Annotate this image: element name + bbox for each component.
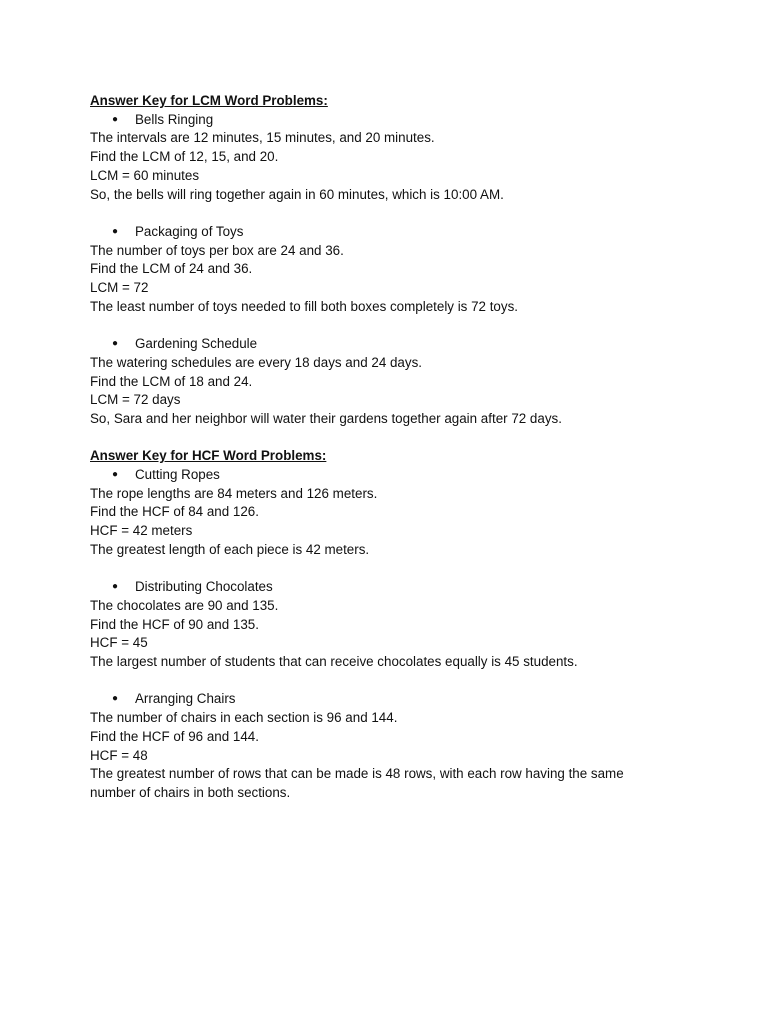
spacer	[90, 316, 690, 335]
text-line: number of chairs in both sections.	[90, 784, 291, 800]
text-line: So, the bells will ring together again in 60 minutes, which is 10:00 AM.	[90, 186, 504, 202]
text-line: Find the HCF of 90 and 135.	[90, 616, 259, 632]
text-line: HCF = 48	[90, 747, 148, 763]
bullet-icon: ●	[112, 581, 119, 593]
problem-title: Gardening Schedule	[135, 336, 258, 352]
bullet-icon: ●	[112, 693, 119, 705]
bullet-icon: ●	[112, 338, 119, 350]
bullet-icon: ●	[112, 113, 119, 125]
problem-title: Packaging of Toys	[135, 223, 244, 239]
problem-distributing-chocolates	[90, 578, 690, 672]
list-item	[90, 335, 690, 354]
spacer	[90, 560, 690, 579]
text-line: The largest number of students that can receive chocolates equally is 45 students.	[90, 654, 578, 670]
text-line: The intervals are 12 minutes, 15 minutes, and 20 minutes.	[90, 130, 435, 146]
text-line: The watering schedules are every 18 days and 24 days.	[90, 354, 422, 370]
text-line: The greatest length of each piece is 42 meters.	[90, 541, 370, 557]
spacer	[90, 204, 690, 223]
list-item	[90, 466, 690, 485]
text-line: The rope lengths are 84 meters and 126 meters.	[90, 485, 378, 501]
text-line: Find the HCF of 84 and 126.	[90, 504, 259, 520]
text-line: LCM = 60 minutes	[90, 167, 200, 183]
hcf-section	[90, 447, 690, 802]
lcm-section	[90, 92, 690, 429]
bullet-icon: ●	[112, 225, 119, 237]
text-line: Find the LCM of 12, 15, and 20.	[90, 149, 279, 165]
section-heading: Answer Key for LCM Word Problems:	[90, 93, 328, 108]
problem-packaging-of-toys	[90, 223, 690, 317]
document-page	[90, 92, 690, 803]
text-line: The chocolates are 90 and 135.	[90, 597, 279, 613]
problem-bells-ringing	[90, 111, 690, 205]
bullet-icon: ●	[112, 469, 119, 481]
problem-arranging-chairs	[90, 690, 690, 802]
problem-cutting-ropes	[90, 466, 690, 560]
spacer	[90, 429, 690, 448]
text-line: The greatest number of rows that can be made is 48 rows, with each row having the same	[90, 766, 624, 782]
problem-title: Distributing Chocolates	[135, 579, 273, 595]
text-line: The number of chairs in each section is 96 and 144.	[90, 710, 398, 726]
problem-gardening-schedule	[90, 335, 690, 429]
text-line: Find the LCM of 24 and 36.	[90, 261, 253, 277]
text-line: Find the HCF of 96 and 144.	[90, 728, 259, 744]
text-line: HCF = 45	[90, 635, 148, 651]
list-item	[90, 223, 690, 242]
text-line: LCM = 72 days	[90, 392, 181, 408]
problem-title: Bells Ringing	[135, 111, 214, 127]
list-item	[90, 578, 690, 597]
problem-title: Cutting Ropes	[135, 467, 220, 483]
text-line: LCM = 72	[90, 280, 149, 296]
text-line: The number of toys per box are 24 and 36.	[90, 242, 344, 258]
text-line: HCF = 42 meters	[90, 523, 193, 539]
problem-title: Arranging Chairs	[135, 691, 236, 707]
list-item	[90, 690, 690, 709]
list-item	[90, 111, 690, 130]
spacer	[90, 672, 690, 691]
text-line: Find the LCM of 18 and 24.	[90, 373, 253, 389]
section-heading: Answer Key for HCF Word Problems:	[90, 448, 327, 464]
text-line: So, Sara and her neighbor will water their gardens together again after 72 days.	[90, 410, 562, 426]
text-line: The least number of toys needed to fill both boxes completely is 72 toys.	[90, 298, 518, 314]
